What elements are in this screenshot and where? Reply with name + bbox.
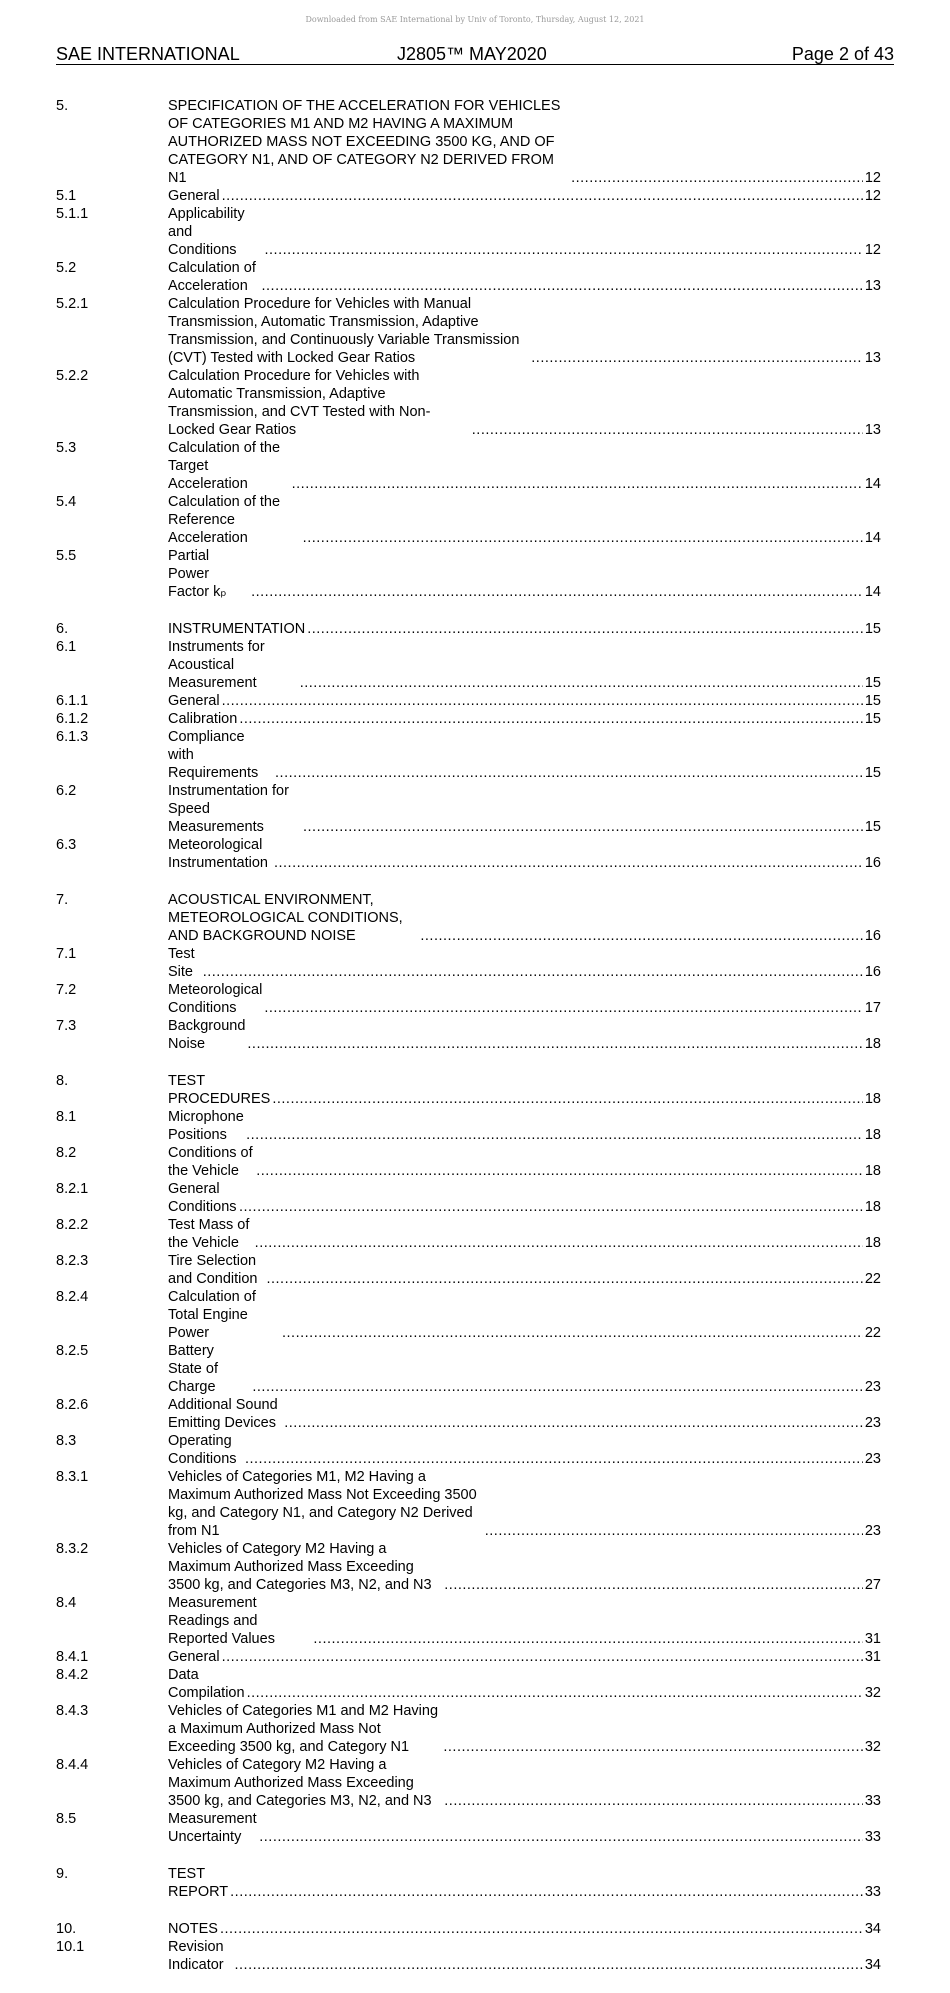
toc-entry-title: Partial Power Factor kₚ — [168, 548, 227, 600]
toc-entry-title: Data Compilation — [168, 1667, 245, 1701]
toc-entry-number: 5.2.2 — [56, 368, 89, 384]
toc-entry-number: 8.2.3 — [56, 1253, 89, 1269]
toc-entry[interactable] — [56, 1180, 881, 1216]
dot-leader — [251, 583, 863, 601]
dot-leader — [444, 1792, 863, 1810]
toc-entry-title: Applicability and Conditions — [168, 206, 245, 258]
toc-entry-title: Calibration — [168, 711, 238, 727]
header-page-number: Page 2 of 43 — [791, 44, 894, 64]
toc-entry-number: 8.4.2 — [56, 1667, 89, 1683]
toc-entry-title: Vehicles of Category M2 Having a Maximum Authorized Mass Exceeding 3500 kg, and Categories M3, N2, and N3 — [168, 1757, 432, 1809]
toc-entry[interactable] — [56, 1396, 881, 1432]
toc-entry-page: 12 — [864, 170, 881, 186]
toc-entry-title: Calculation of the Reference Acceleration — [168, 494, 281, 546]
toc-entry-title: Vehicles of Categories M1 and M2 Having a Maximum Authorized Mass Not Exceeding 3500 kg, and Category N1 — [168, 1703, 439, 1755]
toc-entry[interactable] — [56, 493, 881, 547]
toc-section — [56, 891, 881, 1053]
toc-entry-title: ACOUSTICAL ENVIRONMENT, METEOROLOGICAL CONDITIONS, AND BACKGROUND NOISE — [168, 892, 403, 944]
toc-entry[interactable] — [56, 367, 881, 439]
toc-entry-title: Instrumentation for Speed Measurements — [168, 783, 289, 835]
dot-leader — [255, 1234, 863, 1252]
toc-entry-title: Conditions of the Vehicle — [168, 1145, 253, 1179]
toc-entry-title: Compliance with Requirements — [168, 729, 259, 781]
toc-entry[interactable] — [56, 1540, 881, 1594]
toc-entry[interactable] — [56, 1666, 881, 1702]
toc-entry-number: 8.4.3 — [56, 1703, 89, 1719]
toc-entry[interactable] — [56, 710, 881, 728]
dot-leader — [222, 187, 863, 205]
dot-leader — [292, 475, 863, 493]
toc-entry-number: 6.1.3 — [56, 729, 89, 745]
toc-entry[interactable] — [56, 1342, 881, 1396]
toc-entry[interactable] — [56, 1920, 881, 1938]
toc-entry-page: 23 — [864, 1523, 881, 1539]
dot-leader — [239, 1198, 863, 1216]
toc-entry-page: 13 — [864, 350, 881, 366]
toc-entry-title: General — [168, 693, 220, 709]
dot-leader — [256, 1162, 863, 1180]
dot-leader — [443, 1738, 863, 1756]
toc-entry-number: 8.3.1 — [56, 1469, 89, 1485]
toc-entry[interactable] — [56, 1072, 881, 1108]
toc-entry[interactable] — [56, 945, 881, 981]
toc-entry-title: General Conditions — [168, 1181, 237, 1215]
toc-entry-page: 16 — [864, 855, 881, 871]
toc-entry-page: 15 — [864, 693, 881, 709]
toc-entry-number: 7.2 — [56, 982, 77, 998]
toc-entry-page: 17 — [864, 1000, 881, 1016]
toc-entry-title: Calculation Procedure for Vehicles with Manual Transmission, Automatic Transmission, Adaptive Transmission, and Continuously Variable Transmission (CVT) Tested with Locked Gear Ratios — [168, 296, 520, 366]
dot-leader — [485, 1522, 863, 1540]
toc-entry[interactable] — [56, 620, 881, 638]
toc-entry-number: 8.3.2 — [56, 1541, 89, 1557]
toc-entry[interactable] — [56, 981, 881, 1017]
toc-section — [56, 1072, 881, 1846]
dot-leader — [230, 1883, 863, 1901]
toc-entry-number: 5.5 — [56, 548, 77, 564]
toc-entry-title: General — [168, 1649, 220, 1665]
dot-leader — [222, 1648, 863, 1666]
table-of-contents — [56, 97, 881, 1993]
toc-entry-number: 8.2.6 — [56, 1397, 89, 1413]
header-organization: SAE INTERNATIONAL — [56, 44, 240, 64]
toc-entry-page: 15 — [864, 765, 881, 781]
toc-entry-page: 33 — [864, 1829, 881, 1845]
toc-entry-title: Background Noise — [168, 1018, 246, 1052]
toc-entry-page: 16 — [864, 964, 881, 980]
toc-entry-title: SPECIFICATION OF THE ACCELERATION FOR VEHICLES OF CATEGORIES M1 AND M2 HAVING A MAXIMUM AUTHORIZED MASS NOT EXCEEDING 3500 KG, AND OF CATEGORY N1, AND OF CATEGORY N2 DERIVED FROM N1 — [168, 98, 561, 186]
toc-entry-title: TEST PROCEDURES — [168, 1073, 271, 1107]
toc-entry[interactable] — [56, 728, 881, 782]
toc-section — [56, 1920, 881, 1974]
toc-entry-number: 10.1 — [56, 1939, 85, 1955]
toc-entry-page: 18 — [864, 1163, 881, 1179]
toc-entry-title: TEST REPORT — [168, 1866, 229, 1900]
toc-entry-number: 6.1.1 — [56, 693, 89, 709]
toc-entry-number: 8.4 — [56, 1595, 77, 1611]
dot-leader — [234, 1956, 862, 1974]
download-watermark: Downloaded from SAE International by Univ of Toronto, Thursday, August 12, 2021 — [305, 15, 645, 24]
toc-entry[interactable] — [56, 1108, 881, 1144]
toc-entry-number: 8. — [56, 1073, 69, 1089]
toc-entry-page: 14 — [864, 584, 881, 600]
toc-entry-title: Test Mass of the Vehicle — [168, 1217, 250, 1251]
toc-entry-number: 6. — [56, 621, 69, 637]
toc-entry-number: 5.2.1 — [56, 296, 89, 312]
toc-entry[interactable] — [56, 205, 881, 259]
toc-entry[interactable] — [56, 547, 881, 601]
dot-leader — [272, 1090, 863, 1108]
dot-leader — [275, 764, 863, 782]
toc-entry-page: 18 — [864, 1127, 881, 1143]
dot-leader — [266, 1270, 862, 1288]
toc-entry-page: 22 — [864, 1271, 881, 1287]
toc-entry-page: 18 — [864, 1091, 881, 1107]
toc-entry-number: 9. — [56, 1866, 69, 1882]
toc-entry-page: 18 — [864, 1036, 881, 1052]
toc-entry[interactable] — [56, 1468, 881, 1540]
toc-entry-number: 8.1 — [56, 1109, 77, 1125]
toc-entry[interactable] — [56, 1594, 881, 1648]
dot-leader — [444, 1576, 863, 1594]
toc-entry-page: 15 — [864, 621, 881, 637]
dot-leader — [307, 620, 863, 638]
toc-entry[interactable] — [56, 1432, 881, 1468]
dot-leader — [282, 1324, 863, 1342]
dot-leader — [472, 421, 863, 439]
toc-entry[interactable] — [56, 836, 881, 872]
toc-entry-page: 23 — [864, 1379, 881, 1395]
toc-entry[interactable] — [56, 1252, 881, 1288]
toc-entry-title: Tire Selection and Condition — [168, 1253, 258, 1287]
toc-entry-page: 18 — [864, 1199, 881, 1215]
toc-entry-number: 8.5 — [56, 1811, 77, 1827]
dot-leader — [420, 927, 863, 945]
toc-entry-title: Revision Indicator — [168, 1939, 224, 1973]
dot-leader — [303, 529, 863, 547]
toc-entry-page: 27 — [864, 1577, 881, 1593]
toc-entry[interactable] — [56, 295, 881, 367]
toc-entry-number: 5.3 — [56, 440, 77, 456]
toc-entry-number: 8.2.5 — [56, 1343, 89, 1359]
toc-entry[interactable] — [56, 259, 881, 295]
toc-entry-number: 8.4.4 — [56, 1757, 89, 1773]
toc-entry[interactable] — [56, 439, 881, 493]
dot-leader — [203, 963, 863, 981]
dot-leader — [303, 818, 863, 836]
toc-entry-number: 5. — [56, 98, 69, 114]
toc-section — [56, 97, 881, 601]
toc-entry[interactable] — [56, 1810, 881, 1846]
toc-section — [56, 1865, 881, 1901]
toc-entry[interactable] — [56, 1144, 881, 1180]
toc-entry[interactable] — [56, 1938, 881, 1974]
toc-entry-number: 8.2.2 — [56, 1217, 89, 1233]
toc-entry-page: 33 — [864, 1884, 881, 1900]
toc-entry-number: 6.1.2 — [56, 711, 89, 727]
toc-entry[interactable] — [56, 1756, 881, 1810]
toc-entry-page: 33 — [864, 1793, 881, 1809]
dot-leader — [247, 1035, 862, 1053]
toc-entry-page: 31 — [864, 1649, 881, 1665]
toc-entry-title: Vehicles of Categories M1, M2 Having a Maximum Authorized Mass Not Exceeding 3500 kg, and Category N1, and Category N2 Derived from N1 — [168, 1469, 477, 1539]
toc-entry-page: 15 — [864, 675, 881, 691]
toc-entry-title: Measurement Readings and Reported Values — [168, 1595, 275, 1647]
toc-entry-number: 5.1 — [56, 188, 77, 204]
toc-entry-title: Vehicles of Category M2 Having a Maximum Authorized Mass Exceeding 3500 kg, and Categories M3, N2, and N3 — [168, 1541, 432, 1593]
toc-entry[interactable] — [56, 782, 881, 836]
toc-entry-title: Calculation Procedure for Vehicles with Automatic Transmission, Adaptive Transmission, and CVT Tested with Non-Locked Gear Ratios — [168, 368, 431, 438]
toc-entry[interactable] — [56, 1648, 881, 1666]
toc-entry-number: 6.2 — [56, 783, 77, 799]
dot-leader — [259, 1828, 863, 1846]
toc-entry-number: 7. — [56, 892, 69, 908]
toc-entry[interactable] — [56, 1216, 881, 1252]
dot-leader — [264, 241, 862, 259]
toc-entry-page: 23 — [864, 1451, 881, 1467]
toc-entry-page: 16 — [864, 928, 881, 944]
toc-entry-number: 8.2 — [56, 1145, 77, 1161]
page-header — [56, 42, 894, 65]
toc-entry-page: 23 — [864, 1415, 881, 1431]
dot-leader — [274, 854, 863, 872]
dot-leader — [252, 1378, 862, 1396]
toc-entry[interactable] — [56, 1865, 881, 1901]
toc-entry-title: Calculation of Acceleration — [168, 260, 256, 294]
toc-entry-number: 8.2.1 — [56, 1181, 89, 1197]
toc-entry[interactable] — [56, 1017, 881, 1053]
toc-entry[interactable] — [56, 638, 881, 692]
dot-leader — [245, 1450, 863, 1468]
dot-leader — [246, 1126, 863, 1144]
toc-entry-page: 13 — [864, 278, 881, 294]
toc-entry[interactable] — [56, 692, 881, 710]
toc-entry[interactable] — [56, 97, 881, 187]
dot-leader — [239, 710, 863, 728]
toc-entry-number: 8.3 — [56, 1433, 77, 1449]
toc-entry[interactable] — [56, 1702, 881, 1756]
toc-entry-page: 12 — [864, 188, 881, 204]
toc-entry-page: 34 — [864, 1957, 881, 1973]
toc-entry-page: 12 — [864, 242, 881, 258]
toc-entry-number: 5.4 — [56, 494, 77, 510]
toc-entry-number: 6.3 — [56, 837, 77, 853]
toc-entry-page: 14 — [864, 530, 881, 546]
toc-entry-number: 7.3 — [56, 1018, 77, 1034]
toc-entry-title: Microphone Positions — [168, 1109, 244, 1143]
toc-entry-title: Measurement Uncertainty — [168, 1811, 257, 1845]
toc-entry-page: 15 — [864, 711, 881, 727]
dot-leader — [284, 1414, 863, 1432]
dot-leader — [220, 1920, 863, 1938]
toc-entry-number: 10. — [56, 1921, 77, 1937]
dot-leader — [262, 277, 863, 295]
toc-entry-page: 32 — [864, 1685, 881, 1701]
toc-entry-title: Calculation of Total Engine Power — [168, 1289, 256, 1341]
toc-entry-number: 5.1.1 — [56, 206, 89, 222]
toc-entry-page: 13 — [864, 422, 881, 438]
toc-entry-number: 8.4.1 — [56, 1649, 89, 1665]
toc-entry-title: INSTRUMENTATION — [168, 621, 306, 637]
toc-entry-title: Meteorological Instrumentation — [168, 837, 268, 871]
header-document-id: J2805™ MAY2020 — [397, 44, 547, 64]
toc-entry-number: 5.2 — [56, 260, 77, 276]
dot-leader — [222, 692, 863, 710]
toc-entry-title: Calculation of the Target Acceleration — [168, 440, 281, 492]
toc-entry-number: 7.1 — [56, 946, 77, 962]
toc-entry-page: 32 — [864, 1739, 881, 1755]
toc-section — [56, 620, 881, 872]
toc-entry-title: Test Site — [168, 946, 195, 980]
toc-entry[interactable] — [56, 187, 881, 205]
toc-entry-page: 14 — [864, 476, 881, 492]
toc-entry-page: 15 — [864, 819, 881, 835]
toc-entry-page: 31 — [864, 1631, 881, 1647]
toc-entry-title: Instruments for Acoustical Measurement — [168, 639, 265, 691]
toc-entry-title: NOTES — [168, 1921, 218, 1937]
toc-entry-title: Meteorological Conditions — [168, 982, 263, 1016]
dot-leader — [300, 674, 863, 692]
toc-entry-title: Operating Conditions — [168, 1433, 237, 1467]
dot-leader — [531, 349, 863, 367]
toc-entry[interactable] — [56, 891, 881, 945]
toc-entry-number: 6.1 — [56, 639, 77, 655]
toc-entry-page: 22 — [864, 1325, 881, 1341]
toc-entry-title: Additional Sound Emitting Devices — [168, 1397, 278, 1431]
toc-entry-number: 8.2.4 — [56, 1289, 89, 1305]
toc-entry-title: Battery State of Charge — [168, 1343, 218, 1395]
toc-entry-title: General — [168, 188, 220, 204]
toc-entry-page: 18 — [864, 1235, 881, 1251]
toc-entry[interactable] — [56, 1288, 881, 1342]
dot-leader — [571, 169, 863, 187]
dot-leader — [247, 1684, 863, 1702]
toc-entry-page: 34 — [864, 1921, 881, 1937]
dot-leader — [264, 999, 863, 1017]
dot-leader — [313, 1630, 862, 1648]
